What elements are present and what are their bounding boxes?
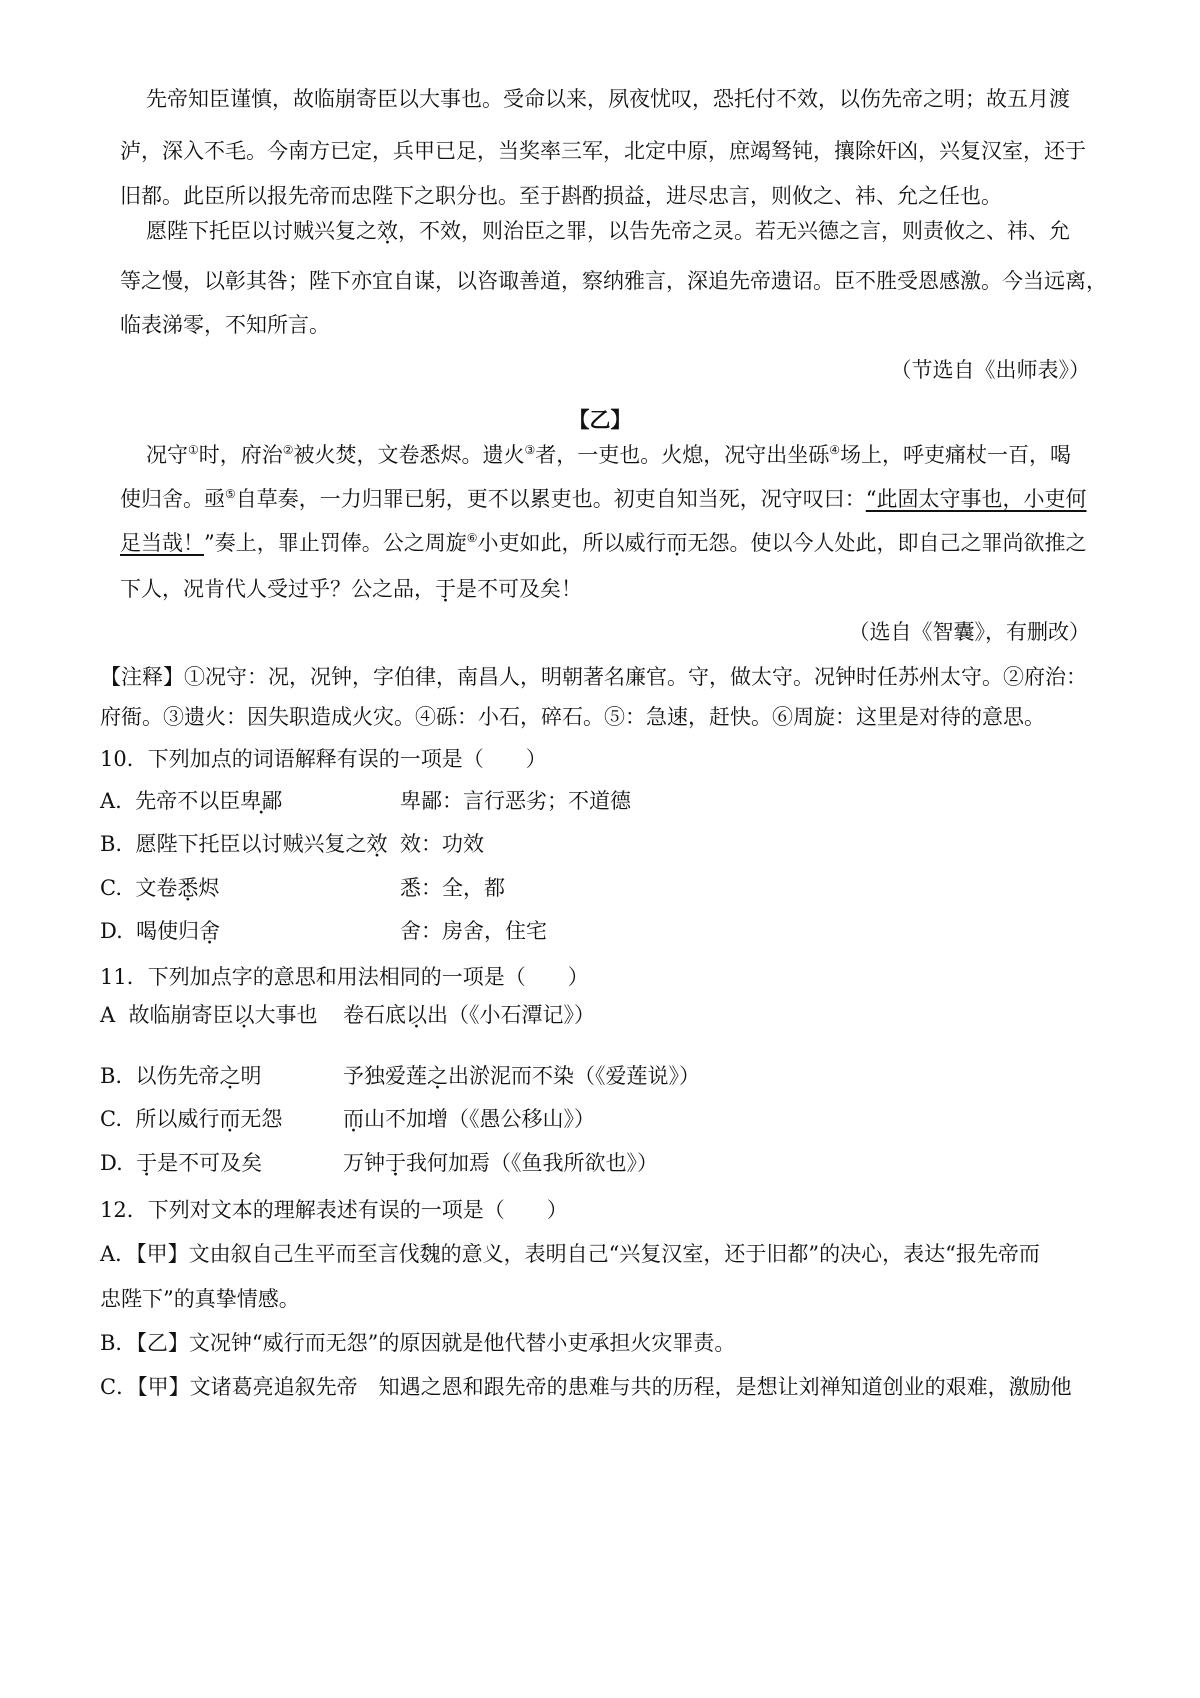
yi-line-1: 况守①时，府治②被火焚，文卷悉烬。遗火③者，一吏也。火熄，况守出坐砾④场上，呼吏痛杖一百，喝 [146,443,1072,467]
q11-option-a-compare: 卷石底以出（《小石潭记》） [343,1003,595,1027]
notes-line-2: 府衙。③遗火：因失职造成火灾。④砾：小石，碎石。⑤：急速，赶快。⑥周旋：这里是对待的意思。 [100,705,1045,729]
q10-stem: 10．下列加点的词语解释有误的一项是（ ） [100,747,547,771]
q12-option-c: C．【甲】文诸葛亮追叙先帝 知遇之恩和跟先帝的患难与共的历程，是想让刘禅知道创业的艰难，激励他 [100,1375,1072,1399]
jia-source: （节选自《出师表》） [890,358,1090,382]
q11-option-d-compare: 万钟于我何加焉（《鱼我所欲也》） [343,1151,658,1175]
jia-line-6: 临表涕零，不知所言。 [120,313,330,337]
notes-line-1: 【注释】①况守：况，况钟，字伯律，南昌人，明朝著名廉官。守，做太守。况钟时任苏州太守。②府治： [100,665,1087,689]
yi-line-4: 下人，况肯代人受过乎？公之品，于是不可及矣！ [120,577,582,601]
q11-option-b-compare: 予独爱莲之出淤泥而不染（《爱莲说》） [343,1064,700,1088]
q11-option-c-compare: 而山不加增（《愚公移山》） [343,1107,595,1131]
yi-line-3: 足当哉！”奏上，罪止罚俸。公之周旋⑥小吏如此，所以威行而无怨。使以今人处此，即自己之罪尚欲推之 [120,531,1087,555]
q12-option-a-line-1: A．【甲】文由叙自己生平而至言伐魏的意义，表明自己“兴复汉室，还于旧都”的决心，表达“报先帝而 [100,1242,1040,1266]
jia-line-1: 先帝知臣谨慎，故临崩寄臣以大事也。受命以来，夙夜忧叹，恐托付不效，以伤先帝之明；故五月渡 [146,87,1070,111]
jia-line-4: 愿陛下托臣以讨贼兴复之效，不效，则治臣之罪，以告先帝之灵。若无兴德之言，则责攸之、祎、允 [146,219,1070,243]
q10-option-b-expl: 效：功效 [400,832,484,856]
q10-option-a: A. 先帝不以臣卑鄙 [100,789,283,813]
q11-stem: 11．下列加点字的意思和用法相同的一项是（ ） [100,965,589,989]
yi-source: （选自《智囊》，有删改） [848,620,1090,644]
q10-option-d-expl: 舍：房舍，住宅 [400,919,547,943]
yi-heading: 【乙】 [568,407,632,432]
q10-option-a-expl: 卑鄙：言行恶劣；不道德 [400,789,631,813]
q11-option-c: C. 所以威行而无怨 [100,1107,283,1131]
q10-option-b: B. 愿陛下托臣以讨贼兴复之效 [100,832,388,856]
q12-option-a-line-2: 忠陛下”的真挚情感。 [100,1287,300,1311]
jia-line-3: 旧都。此臣所以报先帝而忠陛下之职分也。至于斟酌损益，进尽忠言，则攸之、祎、允之任也。 [120,184,1002,208]
q10-option-c-expl: 悉：全，都 [400,876,505,900]
q11-option-d: D. 于是不可及矣 [100,1151,263,1175]
q12-stem: 12．下列对文本的理解表述有误的一项是（ ） [100,1198,568,1222]
q11-option-b: B. 以伤先帝之明 [100,1064,262,1088]
q10-option-c: C. 文卷悉烬 [100,876,220,900]
yi-line-2: 使归舍。亟⑤自草奏，一力归罪已躬，更不以累吏也。初吏自知当死，况守叹曰：“此固太守事也，小吏何 [120,487,1087,511]
jia-line-2: 泸，深入不毛。今南方已定，兵甲已足，当奖率三军，北定中原，庶竭驽钝，攘除奸凶，兴复汉室，还于 [120,139,1086,163]
q10-option-d: D. 喝使归舍 [100,919,221,943]
q12-option-b: B．【乙】文况钟“威行而无怨”的原因就是他代替小吏承担火灾罪责。 [100,1331,736,1355]
q11-option-a: A 故临崩寄臣以大事也 [100,1003,318,1027]
jia-line-5: 等之慢，以彰其咎；陛下亦宜自谋，以咨诹善道，察纳雅言，深追先帝遗诏。臣不胜受恩感激。今当远离， [120,269,1107,293]
